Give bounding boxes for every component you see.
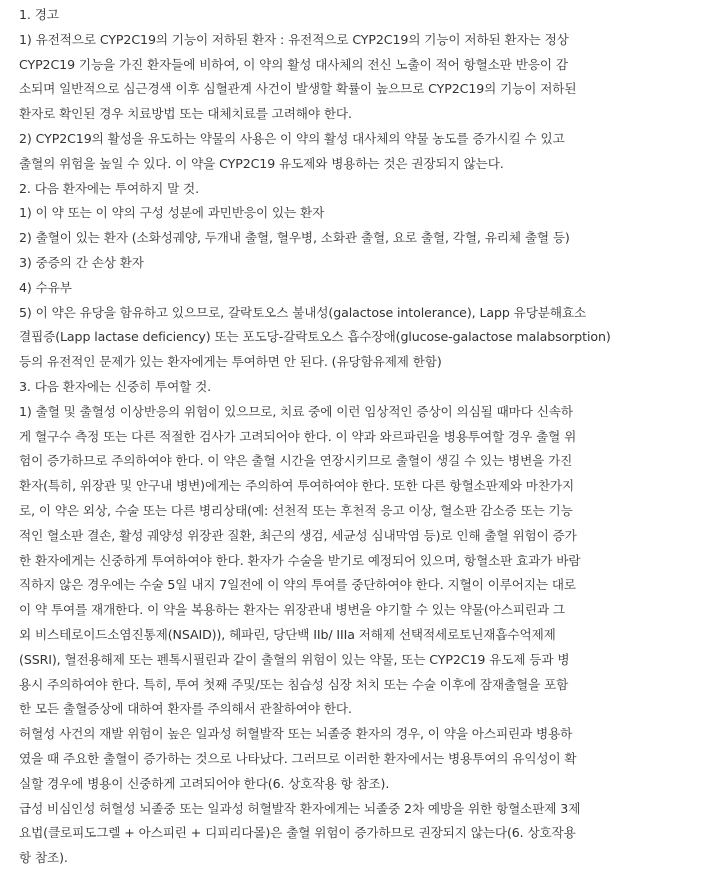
text-line: 급성 비심인성 허혈성 뇌졸중 또는 일과성 허혈발작 환자에게는 뇌졸중 2차 예방을 위한 항혈소판제 3제 [19,800,581,816]
section-heading-precautions: 3. 다음 환자에는 신중히 투여할 것. [19,378,212,394]
text-line: 용시 주의하여야 한다. 특히, 투여 첫째 주및/또는 침습성 심장 처치 또는 수술 이후에 잠재출혈을 포함 [19,676,569,692]
text-line: 요법(클로피도그렐 + 아스피린 + 디피리다몰)은 출혈 위험이 증가하므로 권장되지 않는다(6. 상호작용 [19,825,576,841]
text-line: 5) 이 약은 유당을 함유하고 있으므로, 갈락토오스 불내성(galactose intolerance), Lapp 유당분해효소 [19,304,587,320]
text-line: 게 혈구수 측정 또는 다른 적절한 검사가 고려되어야 한다. 이 약과 와르파린을 병용투여할 경우 출혈 위 [19,428,577,444]
text-line: 환자로 확인된 경우 치료방법 또는 대체치료를 고려해야 한다. [19,106,352,122]
text-line: 한 모든 출혈증상에 대하여 환자를 주의해서 관찰하여야 한다. [19,701,352,717]
text-line: 등의 유전적인 문제가 있는 환자에게는 투여하면 안 된다. (유당함유제제 한함) [19,354,442,370]
text-line: 허혈성 사건의 재발 위험이 높은 일과성 허혈발작 또는 뇌졸중 환자의 경우, 이 약을 아스피린과 병용하 [19,726,573,742]
text-line: 소되며 일반적으로 심근경색 이후 심혈관계 사건이 발생할 확률이 높으므로 CYP2C19의 기능이 저하된 [19,81,577,97]
text-line: 외 비스테로이드소염진통제(NSAID)), 헤파린, 당단백 IIb/ IIIa 저해제 선택적세로토닌재흡수억제제 [19,626,556,642]
text-line: (SSRI), 혈전용해제 또는 펜톡시필린과 같이 출혈의 위험이 있는 약물, 또는 CYP2C19 유도제 등과 병 [19,651,570,667]
text-line: 험이 증가하므로 주의하여야 한다. 이 약은 출혈 시간을 연장시키므로 출혈이 생길 수 있는 병변을 가진 [19,453,573,469]
text-line: 실할 경우에 병용이 신중하게 고려되어야 한다(6. 상호작용 항 참조). [19,775,390,791]
text-line: CYP2C19 기능을 가진 환자들에 비하여, 이 약의 활성 대사체의 전신 노출이 적어 항혈소판 반응이 감 [19,56,568,72]
section-heading-contraindications: 2. 다음 환자에는 투여하지 말 것. [19,180,200,196]
text-line: 이 약 투여를 재개한다. 이 약을 복용하는 환자는 위장관내 병변을 야기할 수 있는 약물(아스피린과 그 [19,602,565,618]
text-line: 결핍증(Lapp lactase deficiency) 또는 포도당-갈락토오스 흡수장애(glucose-galactose malabsorption) [19,329,611,345]
text-line: 1) 유전적으로 CYP2C19의 기능이 저하된 환자 : 유전적으로 CYP2C19의 기능이 저하된 환자는 정상 [19,31,569,47]
text-line: 한 환자에게는 신중하게 투여하여야 한다. 환자가 수술을 받기로 예정되어 있으며, 항혈소판 효과가 바람 [19,552,581,568]
text-line: 직하지 않은 경우에는 수술 5일 내지 7일전에 이 약의 투여를 중단하여야 한다. 지혈이 이루어지는 대로 [19,577,576,593]
text-line: 였을 때 주요한 출혈이 증가하는 것으로 나타났다. 그러므로 이러한 환자에서는 병용투여의 유익성이 확 [19,750,577,766]
text-line: 2) CYP2C19의 활성을 유도하는 약물의 사용은 이 약의 활성 대사체의 약물 농도를 증가시킬 수 있고 [19,130,565,146]
text-line: 로, 이 약은 외상, 수술 또는 다른 병리상태(예: 선천적 또는 후천적 응고 이상, 혈소판 감소증 또는 기능 [19,502,573,518]
section-heading-warning: 1. 경고 [19,7,59,22]
text-line: 출혈의 위험을 높일 수 있다. 이 약을 CYP2C19 유도제와 병용하는 것은 권장되지 않는다. [19,155,504,171]
text-line: 1) 이 약 또는 이 약의 구성 성분에 과민반응이 있는 환자 [19,205,325,221]
text-line: 1) 출혈 및 출혈성 이상반응의 위험이 있으므로, 치료 중에 이런 임상적인 증상이 의심될 때마다 신속하 [19,403,573,419]
text-line: 적인 혈소판 결손, 활성 궤양성 위장관 질환, 최근의 생검, 세균성 심내막염 등)로 인해 출혈 위험이 증가 [19,527,577,543]
text-line: 항 참조). [19,850,68,866]
text-line: 4) 수유부 [19,279,72,295]
text-line: 환자(특히, 위장관 및 안구내 병변)에게는 주의하여 투여하여야 한다. 또한 다른 항혈소판제와 마찬가지 [19,478,575,494]
text-line: 2) 출혈이 있는 환자 (소화성궤양, 두개내 출혈, 혈우병, 소화관 출혈, 요로 출혈, 각혈, 유리체 출혈 등) [19,230,570,246]
text-line: 3) 중증의 간 손상 환자 [19,254,144,270]
